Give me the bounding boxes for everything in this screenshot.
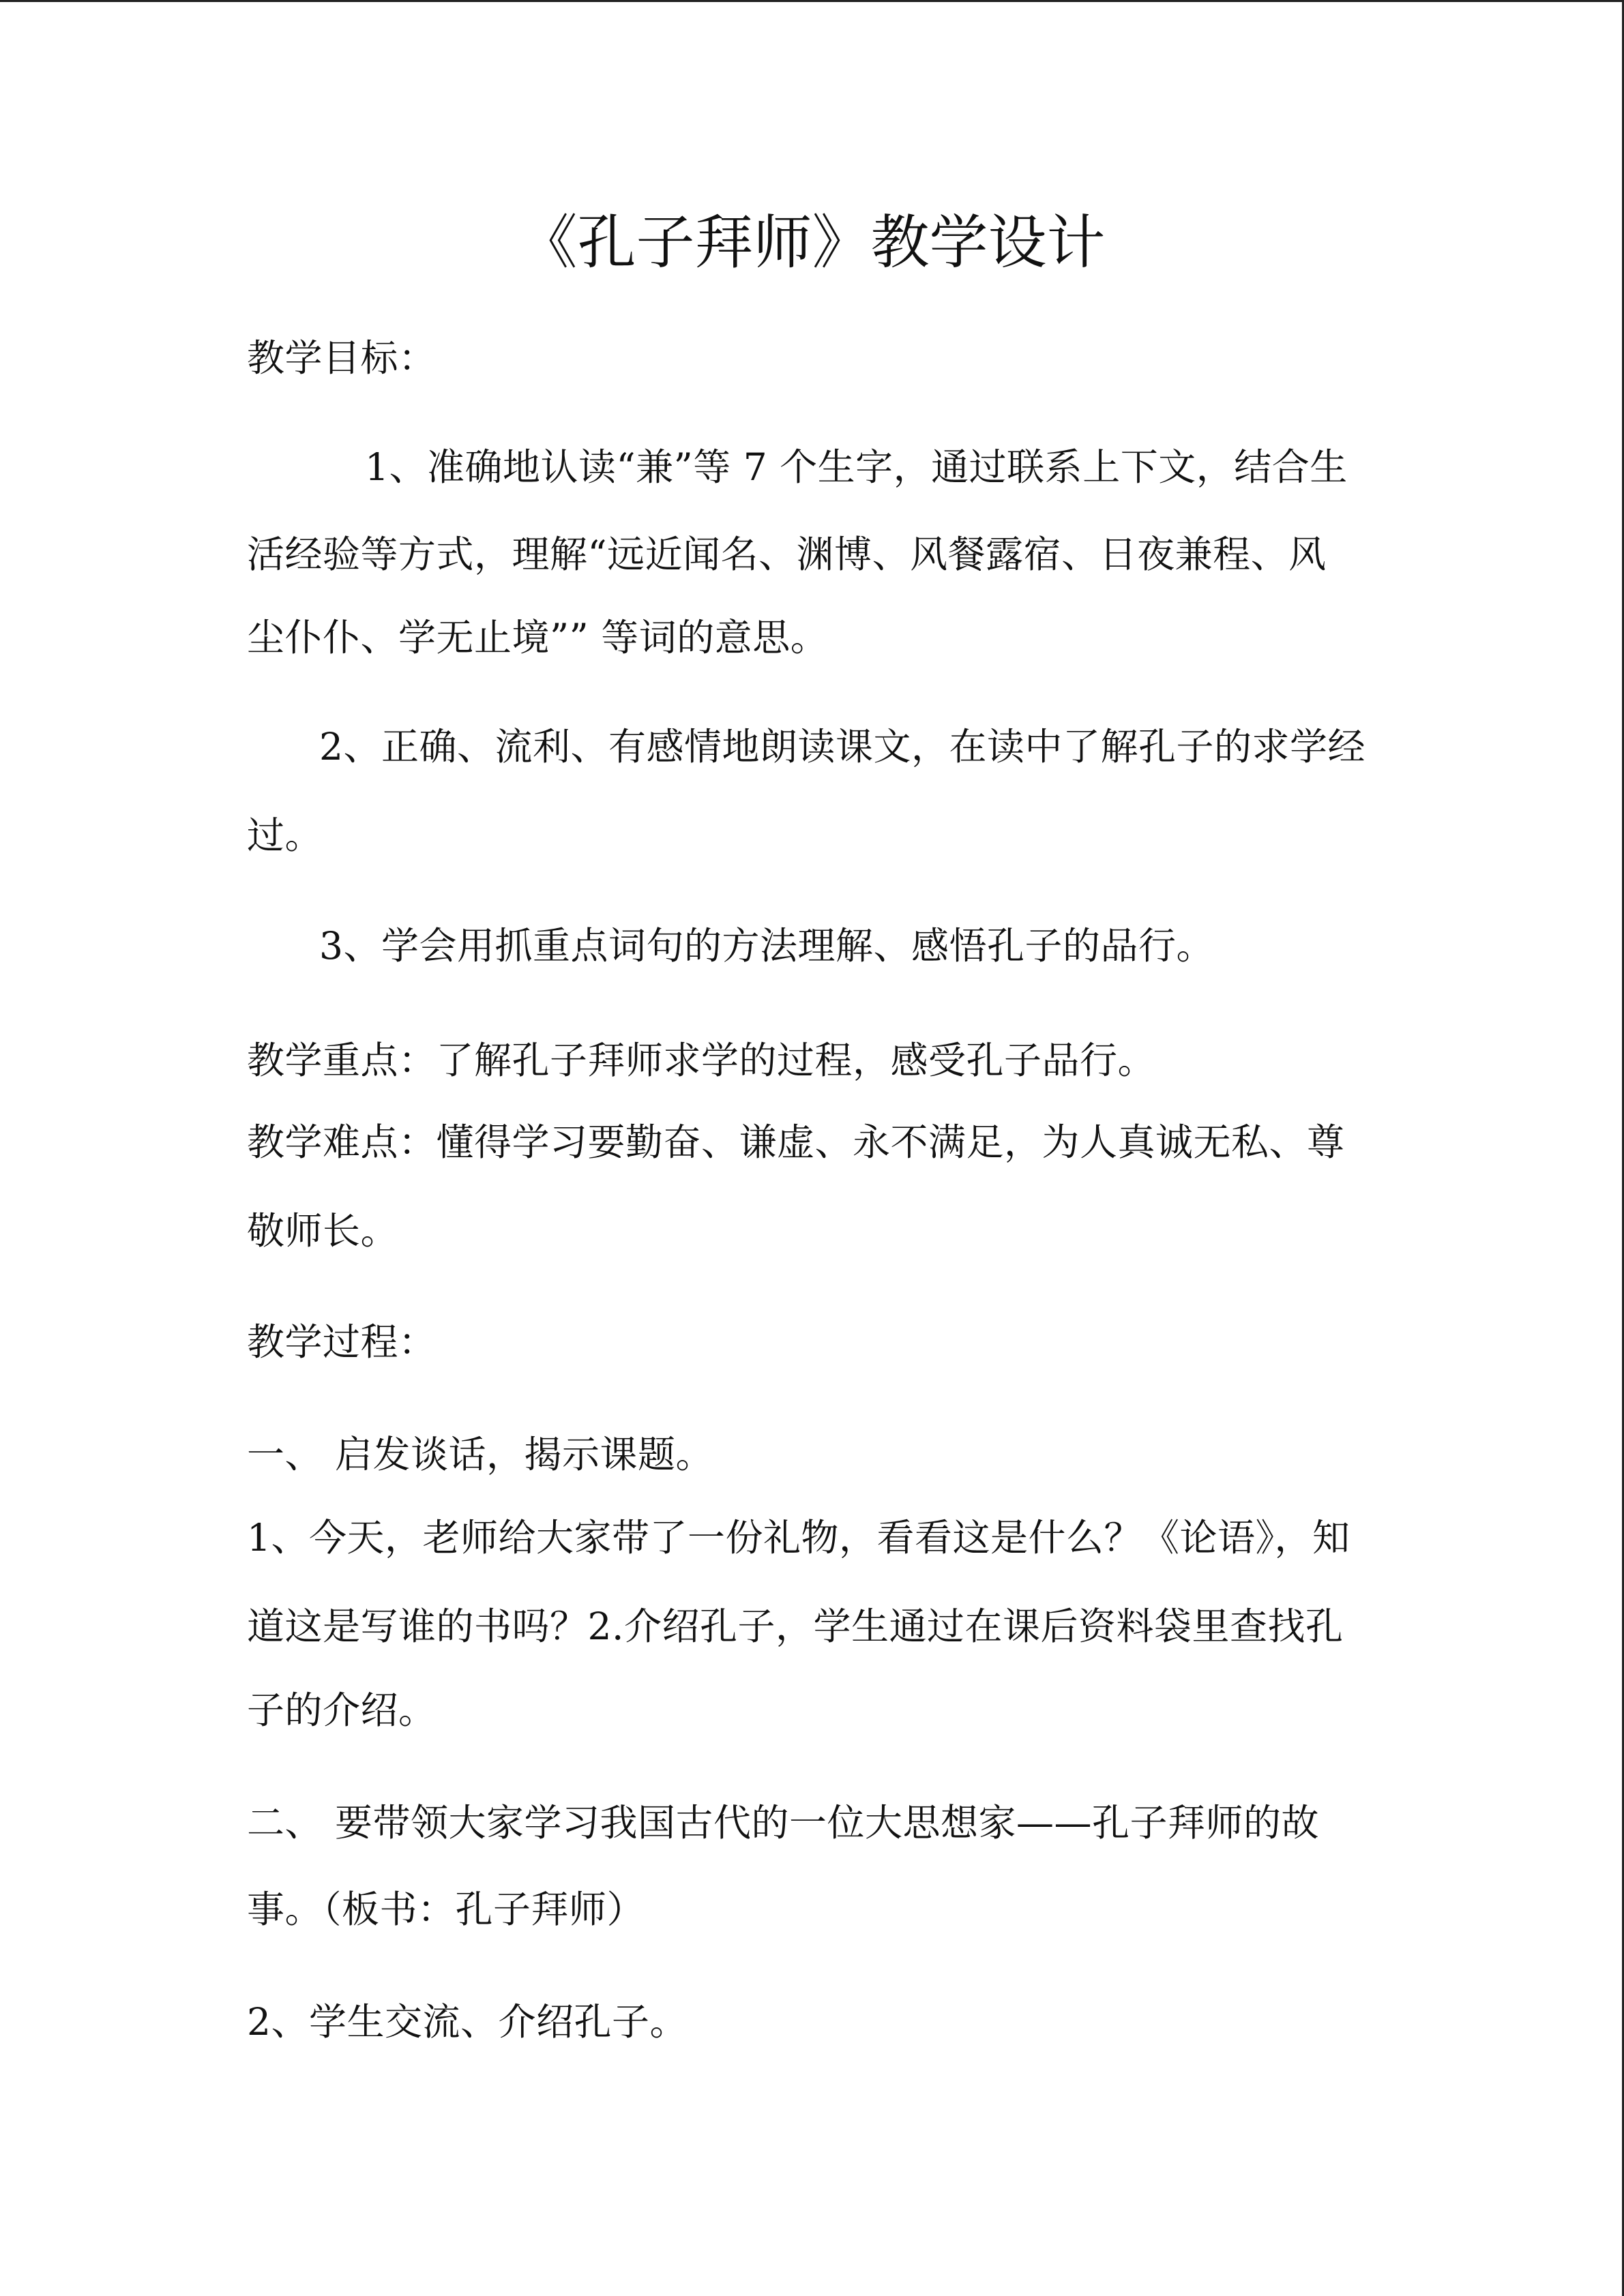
text-line: 教学重点：了解孔子拜师求学的过程，感受孔子品行。 bbox=[247, 1039, 1156, 1082]
text-line: 教学过程： bbox=[247, 1320, 437, 1364]
text-line: 3、学会用抓重点词句的方法理解、感悟孔子的品行。 bbox=[319, 924, 1214, 968]
text-line: 一、 启发谈话，揭示课题。 bbox=[247, 1433, 713, 1476]
text-line: 1、准确地认读“兼”等 7 个生字，通过联系上下文，结合生 bbox=[365, 445, 1348, 489]
text-line: 教学难点：懂得学习要勤奋、谦虚、永不满足，为人真诚无私、尊 bbox=[247, 1120, 1345, 1164]
text-line: 过。 bbox=[247, 814, 323, 857]
text-line: 敬师长。 bbox=[247, 1209, 399, 1253]
text-line: 事。（板书：孔子拜师） bbox=[247, 1888, 645, 1931]
text-line: 2、学生交流、介绍孔子。 bbox=[247, 2000, 688, 2044]
text-line: 二、 要带领大家学习我国古代的一位大思想家——孔子拜师的故 bbox=[247, 1801, 1319, 1845]
text-line: 子的介绍。 bbox=[247, 1688, 437, 1732]
document-title: 《孔子拜师》教学设计 bbox=[518, 209, 1106, 277]
text-line: 1、今天，老师给大家带了一份礼物，看看这是什么？《论语》，知 bbox=[247, 1516, 1350, 1560]
text-line: 道这是写谁的书吗？2.介绍孔子，学生通过在课后资料袋里查找孔 bbox=[247, 1605, 1344, 1648]
text-line: 活经验等方式，理解“远近闻名、渊博、风餐露宿、日夜兼程、风 bbox=[247, 533, 1327, 576]
text-line: 2、正确、流利、有感情地朗读课文，在读中了解孔子的求学经 bbox=[319, 725, 1365, 769]
text-line: 教学目标： bbox=[247, 336, 437, 380]
text-line: 尘仆仆、学无止境”” 等词的意思。 bbox=[247, 616, 829, 659]
